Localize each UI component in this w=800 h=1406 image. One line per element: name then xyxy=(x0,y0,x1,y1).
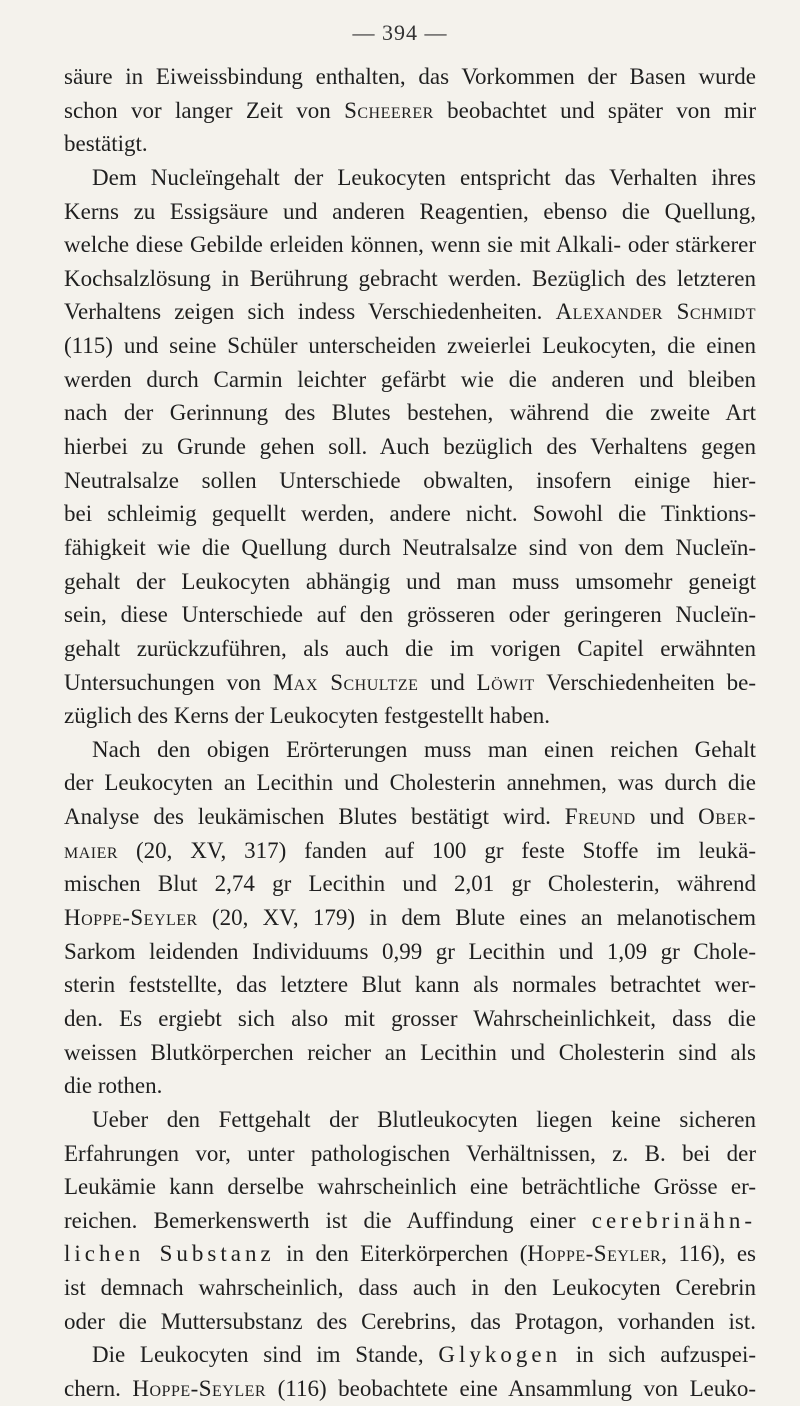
text-line xyxy=(64,1372,756,1406)
text-segment: weissen Blutkörperchen reicher an Lecithin und Cholesterin sind als xyxy=(64,1039,756,1065)
text-line xyxy=(64,1271,756,1305)
text-segment: und xyxy=(635,804,699,830)
text-segment: Neutralsalze sollen Unterschiede obwalten, insofern einige hier- xyxy=(64,467,756,493)
text-segment: Kochsalzlösung in Berührung gebracht werden. Bezüglich des letzteren xyxy=(64,265,756,291)
text-segment: Dem Nucleïngehalt der Leukocyten entspricht das Verhalten ihres xyxy=(92,164,756,190)
text-line xyxy=(64,497,756,531)
text-line xyxy=(64,363,756,397)
text-segment: in den Eiterkörperchen ( xyxy=(274,1241,528,1267)
text-line xyxy=(64,666,756,700)
text-line xyxy=(64,1069,756,1103)
author-name: Ober- xyxy=(698,804,756,830)
text-segment: Verschiedenheiten be- xyxy=(534,669,756,695)
text-segment: Sarkom leidenden Individuums 0,99 gr Lecithin und 1,09 gr Chole- xyxy=(64,938,756,964)
text-segment: sein, diese Unterschiede auf den grösseren oder geringeren Nucleïn- xyxy=(64,602,756,628)
text-line xyxy=(64,834,756,868)
text-segment: welche diese Gebilde erleiden können, wenn sie mit Alkali- oder stärkerer xyxy=(64,232,756,258)
text-line xyxy=(64,228,756,262)
text-line xyxy=(64,800,756,834)
text-segment: die rothen. xyxy=(64,1073,163,1099)
text-segment: säure in Eiweissbindung enthalten, das Vorkommen der Basen wurde xyxy=(64,64,756,89)
text-segment: gehalt zurückzuführen, als auch die im vorigen Capitel erwähnten xyxy=(64,635,756,661)
text-segment: nach der Gerinnung des Blutes bestehen, während die zweite Art xyxy=(64,400,756,426)
author-name: Hoppe-Seyler xyxy=(527,1241,662,1267)
text-segment: in sich aufzuspei- xyxy=(561,1342,756,1368)
text-line xyxy=(64,195,756,229)
text-segment: Nach den obigen Erörterungen muss man einen reichen Gehalt xyxy=(92,736,756,762)
text-segment: chern. xyxy=(64,1375,133,1401)
text-line xyxy=(64,565,756,599)
text-line xyxy=(64,430,756,464)
text-line xyxy=(64,1036,756,1070)
author-name: maier xyxy=(64,837,119,863)
text-segment: werden durch Carmin leichter gefärbt wie die anderen und bleiben xyxy=(64,366,756,392)
text-line xyxy=(64,329,756,363)
text-line xyxy=(64,1338,756,1372)
text-segment: reichen. Bemerkenswerth ist die Auffindung einer xyxy=(64,1207,592,1233)
author-name: Alexander Schmidt xyxy=(555,299,756,325)
text-line xyxy=(64,1103,756,1137)
text-segment: fähigkeit wie die Quellung durch Neutralsalze sind von dem Nucleïn- xyxy=(64,534,756,560)
text-line xyxy=(64,1137,756,1171)
text-segment: Analyse des leukämischen Blutes bestätigt wird. xyxy=(64,804,565,830)
text-line xyxy=(64,94,756,128)
page-number: — 394 — xyxy=(352,20,448,45)
text-segment: Die Leukocyten sind im Stande, xyxy=(92,1342,439,1368)
text-line xyxy=(64,1002,756,1036)
text-segment: schon vor langer Zeit von xyxy=(64,97,345,123)
text-segment: gehalt der Leukocyten abhängig und man muss umsomehr geneigt xyxy=(64,568,756,594)
text-segment: , 116), es xyxy=(661,1241,757,1267)
text-segment: hierbei zu Grunde gehen soll. Auch bezüglich des Verhaltens gegen xyxy=(64,434,756,460)
text-segment: Untersuchungen von xyxy=(64,669,273,695)
body-text xyxy=(64,60,756,1406)
text-line xyxy=(64,699,756,733)
text-segment: bei schleimig gequellt werden, andere nicht. Sowohl die Tinktions- xyxy=(64,501,756,527)
author-name: Hoppe-Seyler xyxy=(64,905,198,931)
author-name: Freund xyxy=(564,804,636,830)
text-segment: (20, XV, 179) in dem Blute eines an melanotischem xyxy=(197,905,756,931)
text-line xyxy=(64,598,756,632)
text-line xyxy=(64,901,756,935)
text-line xyxy=(64,60,756,94)
text-segment: bestätigt. xyxy=(64,131,148,157)
text-segment: den. Es ergiebt sich also mit grosser Wahrscheinlichkeit, dass die xyxy=(64,1005,756,1031)
text-segment: oder die Muttersubstanz des Cerebrins, das Protagon, vorhanden ist. xyxy=(64,1308,756,1334)
author-name: Max Schultze xyxy=(272,669,419,695)
text-line xyxy=(64,766,756,800)
text-line xyxy=(64,464,756,498)
text-segment: Leukämie kann derselbe wahrscheinlich eine beträchtliche Grösse er- xyxy=(64,1174,756,1200)
text-segment: beobachtet und später von mir xyxy=(433,97,756,123)
text-segment: der Leukocyten an Lecithin und Cholesterin annehmen, was durch die xyxy=(64,770,756,796)
text-line xyxy=(64,935,756,969)
text-line xyxy=(64,1204,756,1238)
author-name: Löwit xyxy=(476,669,535,695)
text-line xyxy=(64,733,756,767)
text-line xyxy=(64,1237,756,1271)
text-line xyxy=(64,262,756,296)
text-segment: Ueber den Fettgehalt der Blutleukocyten liegen keine sicheren xyxy=(92,1106,756,1132)
text-segment: (20, XV, 317) fanden auf 100 gr feste Stoffe im leukä- xyxy=(118,837,756,863)
text-segment: sterin feststellte, das letztere Blut kann als normales betrachtet wer- xyxy=(64,972,756,998)
text-segment: Erfahrungen vor, unter pathologischen Verhältnissen, z. B. bei der xyxy=(64,1140,756,1166)
spaced-term: lichen Substanz xyxy=(64,1241,275,1267)
author-name: Hoppe-Seyler xyxy=(132,1375,267,1401)
text-line xyxy=(64,127,756,161)
text-segment: Kerns zu Essigsäure und anderen Reagentien, ebenso die Quellung, xyxy=(64,198,756,224)
text-line xyxy=(64,295,756,329)
text-line xyxy=(64,968,756,1002)
text-segment: Verhaltens zeigen sich indess Verschiedenheiten. xyxy=(64,299,556,325)
text-segment: ist demnach wahrscheinlich, dass auch in den Leukocyten Cerebrin xyxy=(64,1275,756,1301)
text-segment: züglich des Kerns der Leukocyten festgestellt haben. xyxy=(64,703,551,729)
text-segment: (115) und seine Schüler unterscheiden zweierlei Leukocyten, die einen xyxy=(64,333,756,359)
author-name: Scheerer xyxy=(344,97,434,123)
text-segment: mischen Blut 2,74 gr Lecithin und 2,01 gr Cholesterin, während xyxy=(64,871,756,897)
text-line xyxy=(64,867,756,901)
text-line xyxy=(64,531,756,565)
text-segment: und xyxy=(418,669,477,695)
text-line xyxy=(64,396,756,430)
text-line xyxy=(64,632,756,666)
text-line xyxy=(64,1170,756,1204)
spaced-term: cerebrinähn- xyxy=(591,1207,756,1233)
text-segment: (116) beobachtete eine Ansammlung von Leuko- xyxy=(266,1375,757,1401)
text-line xyxy=(64,161,756,195)
spaced-term: Glykogen xyxy=(438,1342,562,1368)
text-line xyxy=(64,1305,756,1339)
